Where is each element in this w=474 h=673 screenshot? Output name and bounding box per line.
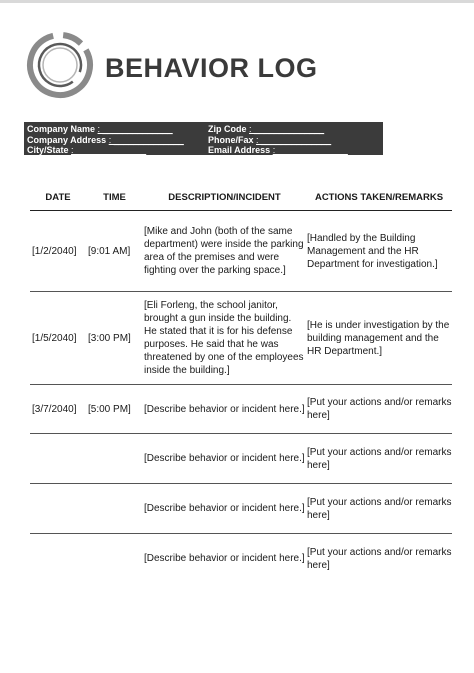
info-column-left xyxy=(27,124,184,156)
cell-description: [Describe behavior or incident here.] xyxy=(143,484,306,534)
field-label: Email Address xyxy=(208,145,271,155)
cell-actions: [Handled by the Building Management and the HR Department for investigation.] xyxy=(306,211,452,292)
company-address-field xyxy=(27,135,184,146)
cell-time xyxy=(86,534,143,584)
header-actions: ACTIONS TAKEN/REMARKS xyxy=(306,184,452,211)
table-row xyxy=(30,211,452,292)
cell-description: [Describe behavior or incident here.] xyxy=(143,385,306,434)
field-value: : ______________ xyxy=(108,134,184,145)
field-value: : ______________ xyxy=(71,145,147,155)
field-label: Zip Code xyxy=(208,124,247,134)
cell-time: [9:01 AM] xyxy=(86,211,143,292)
city-state-field xyxy=(27,145,184,156)
cell-date: [3/7/2040] xyxy=(30,385,86,434)
field-label: Company Address xyxy=(27,134,107,145)
field-label: Phone/Fax xyxy=(208,134,254,145)
header-time: TIME xyxy=(86,184,143,211)
cell-date xyxy=(30,484,86,534)
field-value: : ______________ xyxy=(97,124,173,134)
company-name-field xyxy=(27,124,184,135)
cell-time: [5:00 PM] xyxy=(86,385,143,434)
top-rule xyxy=(0,0,474,3)
table-row xyxy=(30,292,452,385)
cell-date: [1/5/2040] xyxy=(30,292,86,385)
info-column-right xyxy=(208,124,348,156)
cell-actions: [Put your actions and/or remarks here] xyxy=(306,484,452,534)
email-address-field xyxy=(208,145,348,156)
header-date: DATE xyxy=(30,184,86,211)
cell-actions: [Put your actions and/or remarks here] xyxy=(307,546,452,571)
cell-description: [Mike and John (both of the same department) were inside the parking area of the premises and were fighting over the parking space.] xyxy=(143,211,306,292)
cell-time: [3:00 PM] xyxy=(86,292,143,385)
cell-description: [Describe behavior or incident here.] xyxy=(143,434,306,484)
field-value: : ______________ xyxy=(249,124,325,134)
circular-ring-logo-icon xyxy=(26,31,94,99)
cell-description: [Describe behavior or incident here.] xyxy=(144,553,305,564)
cell-actions: [Put your actions and/or remarks here] xyxy=(306,385,452,434)
field-label: Company Name xyxy=(27,124,96,134)
table-row xyxy=(30,534,452,584)
cell-time xyxy=(86,434,143,484)
field-value: : ______________ xyxy=(272,145,348,155)
field-label: City/State xyxy=(27,145,69,155)
table-row xyxy=(30,484,452,534)
cell-actions: [He is under investigation by the building management and the HR Department.] xyxy=(306,292,452,385)
cell-date: [1/2/2040] xyxy=(30,211,86,292)
table-header-row xyxy=(30,184,452,211)
phone-fax-field xyxy=(208,135,348,146)
field-value: : ______________ xyxy=(256,134,332,145)
cell-description: [Eli Forleng, the school janitor, brought a gun inside the building. He stated that it is for his defense purposes. He said that he was threatened by one of the employees inside the building.] xyxy=(143,292,306,385)
company-info-bar xyxy=(24,122,383,155)
behavior-log-table xyxy=(30,184,452,583)
cell-date xyxy=(30,534,86,584)
table-row xyxy=(30,434,452,484)
cell-actions: [Put your actions and/or remarks here] xyxy=(306,434,452,484)
header-description: DESCRIPTION/INCIDENT xyxy=(143,184,306,211)
document-title: BEHAVIOR LOG xyxy=(105,53,318,83)
zip-code-field xyxy=(208,124,348,135)
cell-time xyxy=(86,484,143,534)
cell-date xyxy=(30,434,86,484)
table-row xyxy=(30,385,452,434)
